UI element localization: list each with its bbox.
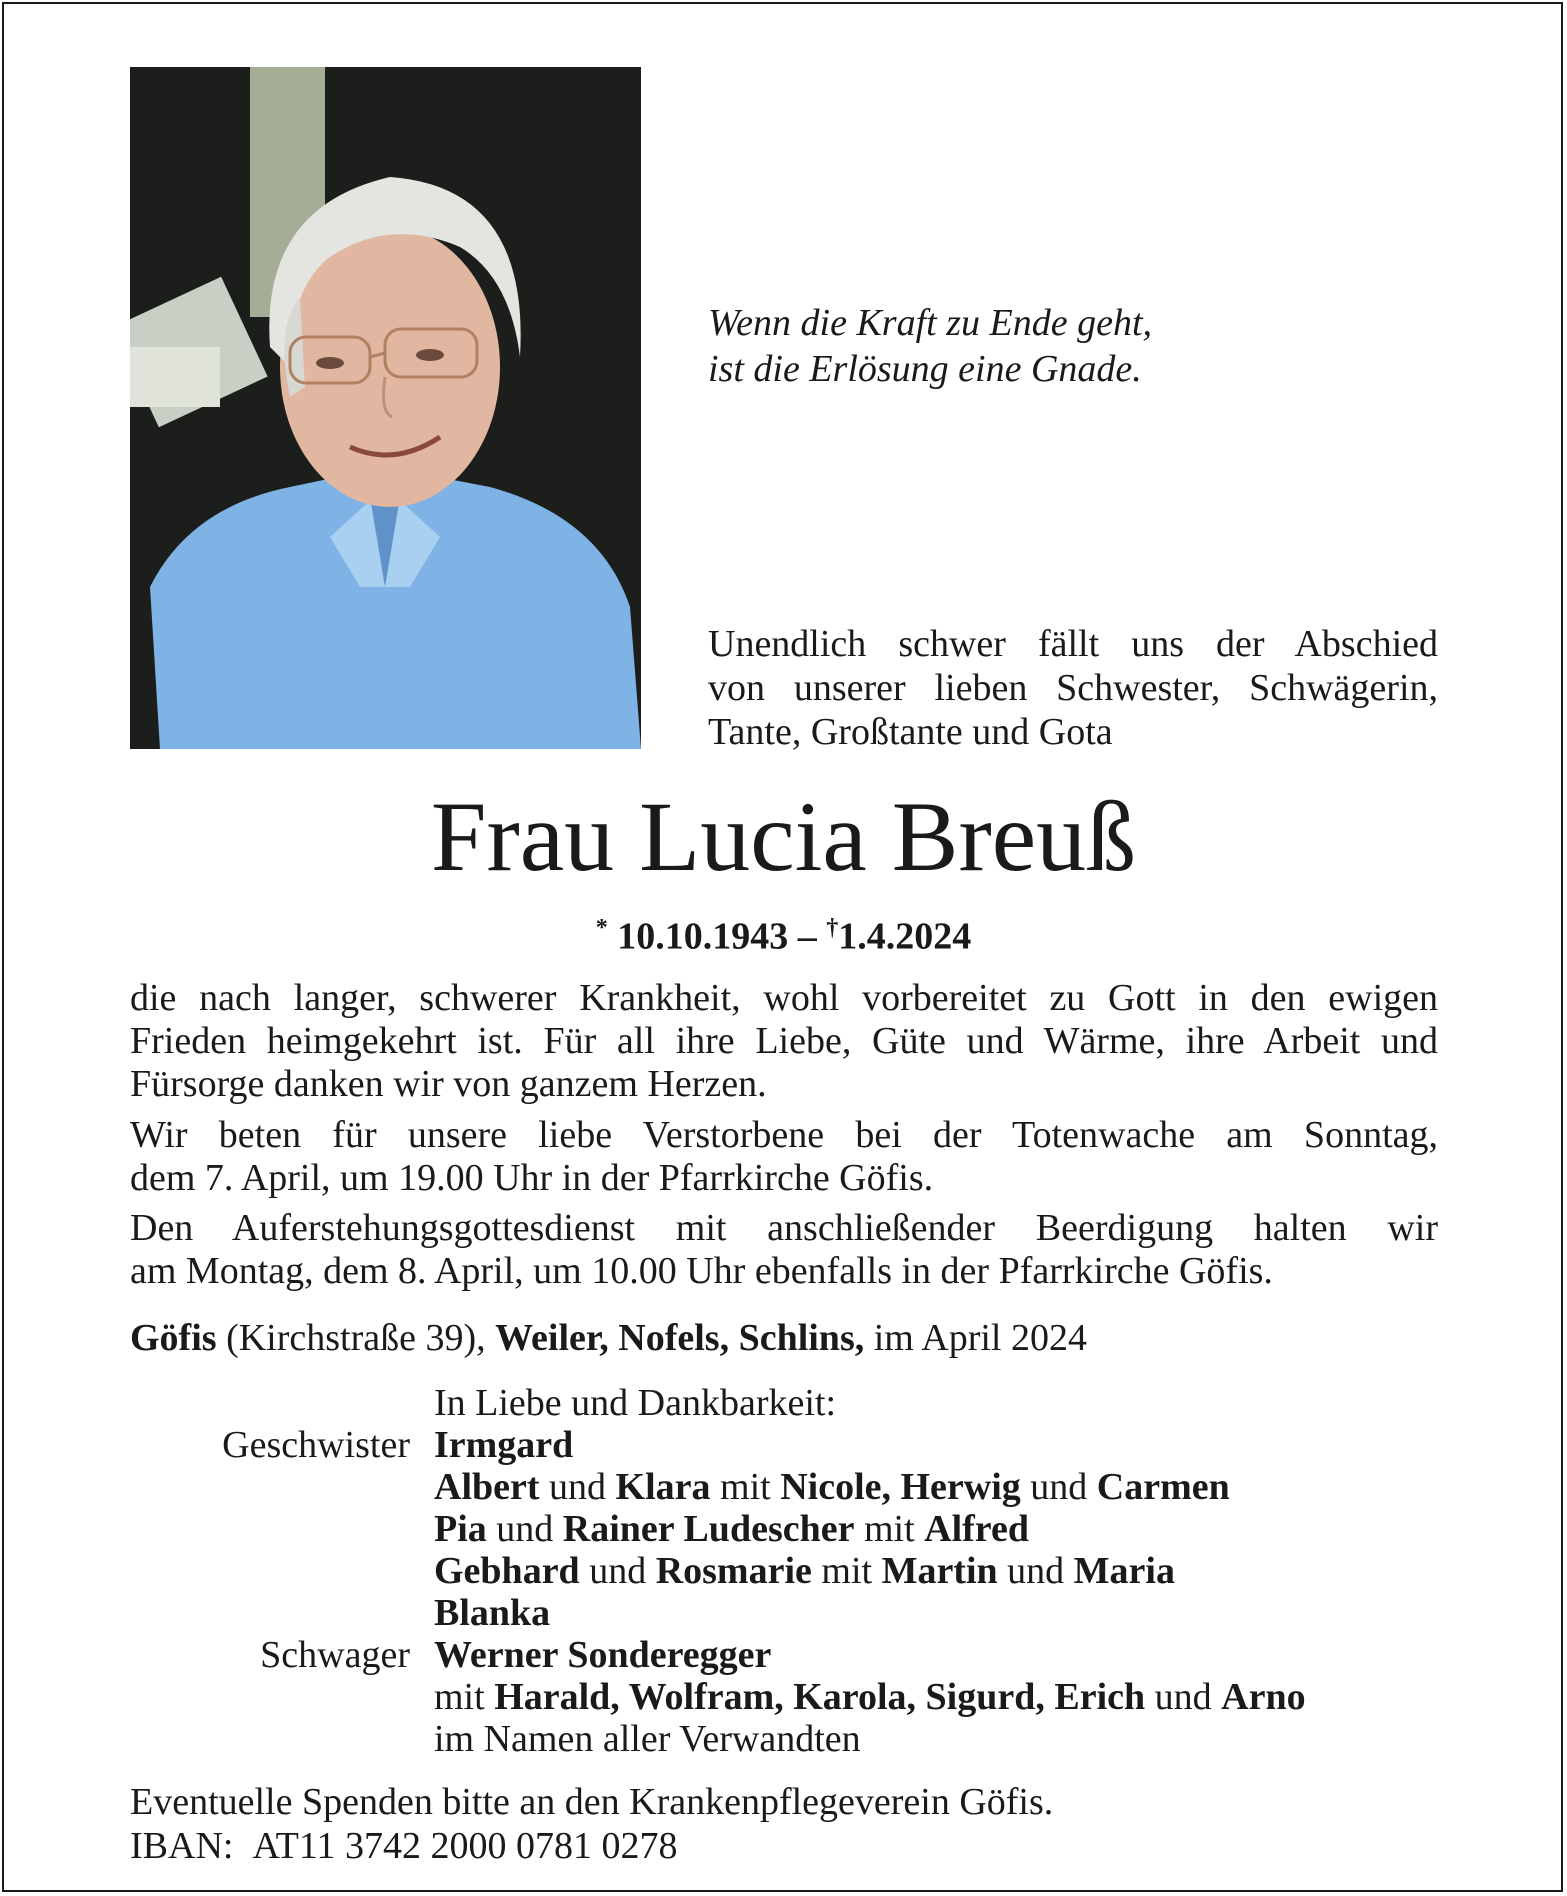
name-martin: Martin bbox=[881, 1550, 998, 1592]
birth-symbol: * bbox=[595, 915, 608, 941]
place-date: im April 2024 bbox=[864, 1317, 1087, 1359]
place-line bbox=[130, 1315, 1087, 1361]
death-symbol: † bbox=[826, 915, 839, 941]
intro-line-1: Unendlich schwer fällt uns der Abschied bbox=[708, 623, 1438, 665]
name-maria: Maria bbox=[1073, 1550, 1175, 1592]
donation-line: Eventuelle Spenden bitte an den Krankenpflegeverein Göfis. bbox=[130, 1781, 1054, 1823]
donation-info bbox=[130, 1780, 1053, 1868]
place-town: Göfis bbox=[130, 1317, 217, 1359]
word-und: und bbox=[549, 1466, 607, 1508]
family-line-werner bbox=[434, 1634, 771, 1676]
family-line-children bbox=[434, 1676, 1306, 1718]
name-albert: Albert bbox=[434, 1466, 540, 1508]
quote bbox=[708, 300, 1152, 392]
paragraph-2 bbox=[130, 1114, 1438, 1200]
word-und: und bbox=[1030, 1466, 1088, 1508]
paragraph-1 bbox=[130, 977, 1438, 1106]
name-werner: Werner Sonderegger bbox=[434, 1634, 772, 1676]
name-pia: Pia bbox=[434, 1508, 487, 1550]
word-und: und bbox=[589, 1550, 647, 1592]
name-nicole-herwig: Nicole, Herwig bbox=[780, 1466, 1021, 1508]
word-und: und bbox=[1154, 1676, 1212, 1718]
quote-line-1: Wenn die Kraft zu Ende geht, bbox=[708, 302, 1152, 344]
paragraph-1-line-1: die nach langer, schwerer Krankheit, wohl vorbereitet zu Gott in den ewigen bbox=[130, 977, 1438, 1019]
iban-number: AT11 3742 2000 0781 0278 bbox=[252, 1825, 678, 1867]
word-mit: mit bbox=[434, 1676, 485, 1718]
paragraph-1-line-3: Fürsorge danken wir von ganzem Herzen. bbox=[130, 1063, 767, 1105]
portrait-photo bbox=[130, 67, 641, 749]
name-rosmarie: Rosmarie bbox=[655, 1550, 812, 1592]
word-und: und bbox=[496, 1508, 554, 1550]
intro-line-3: Tante, Großtante und Gota bbox=[708, 711, 1113, 753]
portrait-image bbox=[130, 67, 641, 749]
family-line-blanka bbox=[434, 1592, 550, 1634]
name-arno: Arno bbox=[1221, 1676, 1306, 1718]
paragraph-3-line-1: Den Auferstehungsgottesdienst mit anschließender Beerdigung halten wir bbox=[130, 1207, 1438, 1249]
paragraph-2-line-2: dem 7. April, um 19.00 Uhr in der Pfarrkirche Göfis. bbox=[130, 1157, 934, 1199]
iban-label: IBAN: bbox=[130, 1825, 234, 1867]
name-irmgard: Irmgard bbox=[434, 1424, 574, 1466]
quote-line-2: ist die Erlösung eine Gnade. bbox=[708, 348, 1142, 390]
word-mit: mit bbox=[863, 1508, 915, 1550]
inlaws-label: Schwager bbox=[260, 1634, 410, 1676]
death-date: 1.4.2024 bbox=[838, 915, 972, 958]
family-line-albert bbox=[434, 1466, 1230, 1508]
intro-line-2: von unserer lieben Schwester, Schwägerin, bbox=[708, 667, 1438, 709]
name-carmen: Carmen bbox=[1096, 1466, 1230, 1508]
paragraph-1-line-2: Frieden heimgekehrt ist. Für all ihre Liebe, Güte und Wärme, ihre Arbeit und bbox=[130, 1020, 1438, 1062]
iban-line bbox=[130, 1824, 1053, 1868]
date-dash: – bbox=[797, 915, 817, 958]
place-others: Weiler, Nofels, Schlins, bbox=[495, 1317, 865, 1359]
word-mit: mit bbox=[821, 1550, 873, 1592]
family-line-irmgard bbox=[434, 1424, 573, 1466]
place-address: (Kirchstraße 39), bbox=[216, 1317, 496, 1359]
family-line-pia bbox=[434, 1508, 1029, 1550]
name-rainer: Rainer Ludescher bbox=[562, 1508, 855, 1550]
paragraph-3 bbox=[130, 1207, 1438, 1293]
paragraph-2-line-1: Wir beten für unsere liebe Verstorbene bei der Totenwache am Sonntag, bbox=[130, 1114, 1438, 1156]
life-dates bbox=[0, 905, 1567, 960]
intro-text bbox=[708, 622, 1438, 754]
deceased-name: Frau Lucia Breuß bbox=[430, 781, 1137, 892]
birth-date: 10.10.1943 bbox=[617, 915, 789, 958]
name-alfred: Alfred bbox=[924, 1508, 1029, 1550]
paragraph-3-line-2: am Montag, dem 8. April, um 10.00 Uhr ebenfalls in der Pfarrkirche Göfis. bbox=[130, 1250, 1273, 1292]
name-gebhard: Gebhard bbox=[434, 1550, 580, 1592]
siblings-label: Geschwister bbox=[222, 1424, 410, 1466]
name-blanka: Blanka bbox=[434, 1592, 551, 1634]
word-mit: mit bbox=[720, 1466, 771, 1508]
word-und: und bbox=[1007, 1550, 1065, 1592]
family-line-gebhard bbox=[434, 1550, 1175, 1592]
family-relatives: im Namen aller Verwandten bbox=[434, 1718, 861, 1760]
name-klara: Klara bbox=[615, 1466, 711, 1508]
family-intro: In Liebe und Dankbarkeit: bbox=[434, 1382, 837, 1424]
names-children: Harald, Wolfram, Karola, Sigurd, Erich bbox=[494, 1676, 1146, 1718]
